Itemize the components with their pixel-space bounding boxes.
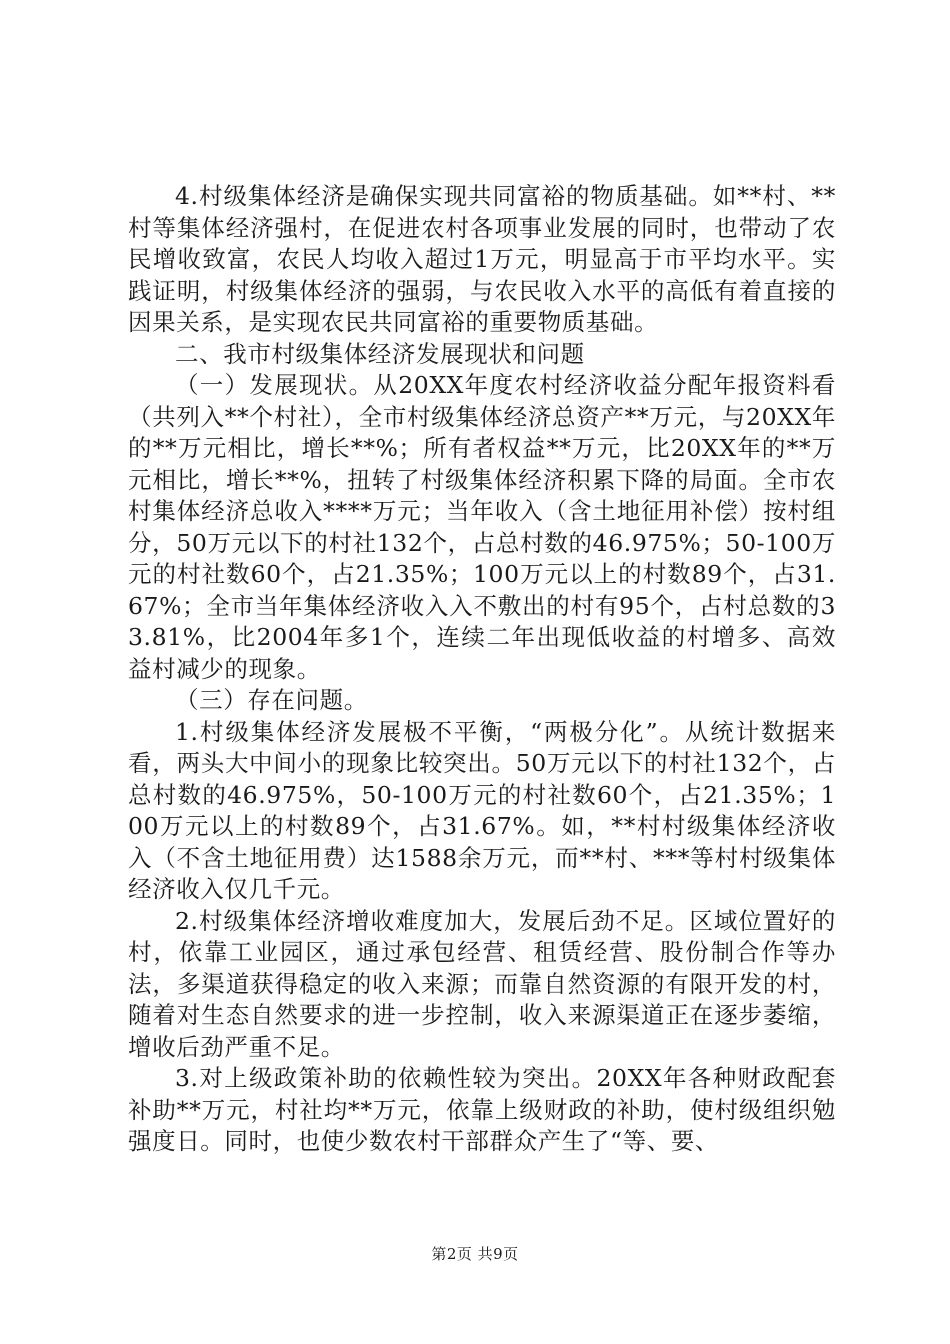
paragraph-collective-economy-basis: 4.村级集体经济是确保实现共同富裕的物质基础。如**村、**村等集体经济强村，在促进农村各项事业发展的同时，也带动了农民增收致富，农民人均收入超过1万元，明显高于市平均水平。实践证明，村级集体经济的强弱，与农民收入水平的高低有着直接的因果关系，是实现农民共同富裕的重要物质基础。	[128, 182, 836, 336]
page-number-footer: 第2页 共9页	[431, 1245, 519, 1263]
paragraph-development-status: （一）发展现状。从20XX年度农村经济收益分配年报资料看（共列入**个村社），全市村级集体经济总资产**万元，与20XX年的**万元相比，增长**%；所有者权益**万元，比20XX年的**万元相比，增长**%，扭转了村级集体经济积累下降的局面。全市农村集体经济总收入****万元；当年收入（含土地征用补偿）按村组分，50万元以下的村社132个，占总村数的46.975%；50-100万元的村社数60个，占21.35%；100万元以上的村数89个，占31.67%；全市当年集体经济收入入不敷出的村有95个，占村总数的33.81%，比2004年多1个，连续二年出现低收益的村增多、高效益村减少的现象。	[128, 371, 836, 683]
section-heading-status-and-problems: 二、我市村级集体经济发展现状和问题	[175, 339, 585, 368]
paragraph-problem-growth-difficulty: 2.村级集体经济增收难度加大，发展后劲不足。区域位置好的村，依靠工业园区，通过承包经营、租赁经营、股份制合作等办法，多渠道获得稳定的收入来源；而靠自然资源的有限开发的村，随着对生态自然要求的进一步控制，收入来源渠道正在逐步萎缩，增收后劲严重不足。	[128, 906, 836, 1061]
document-body	[128, 181, 836, 1158]
paragraph-problem-imbalance: 1.村级集体经济发展极不平衡，“两极分化”。从统计数据来看，两头大中间小的现象比较突出。50万元以下的村社132个，占总村数的46.975%，50-100万元的村社数60个，占21.35%；100万元以上的村数89个，占31.67%。如，**村村级集体经济收入（不含土地征用费）达1588余万元，而**村、***等村村级集体经济收入仅几千元。	[128, 717, 836, 903]
subheading-existing-problems: （三）存在问题。	[175, 686, 368, 714]
paragraph-problem-subsidy-dependence: 3.对上级政策补助的依赖性较为突出。20XX年各种财政配套补助**万元，村社均**万元，依靠上级财政的补助，使村级组织勉强度日。同时，也使少数农村干部群众产生了“等、要、	[128, 1064, 836, 1155]
